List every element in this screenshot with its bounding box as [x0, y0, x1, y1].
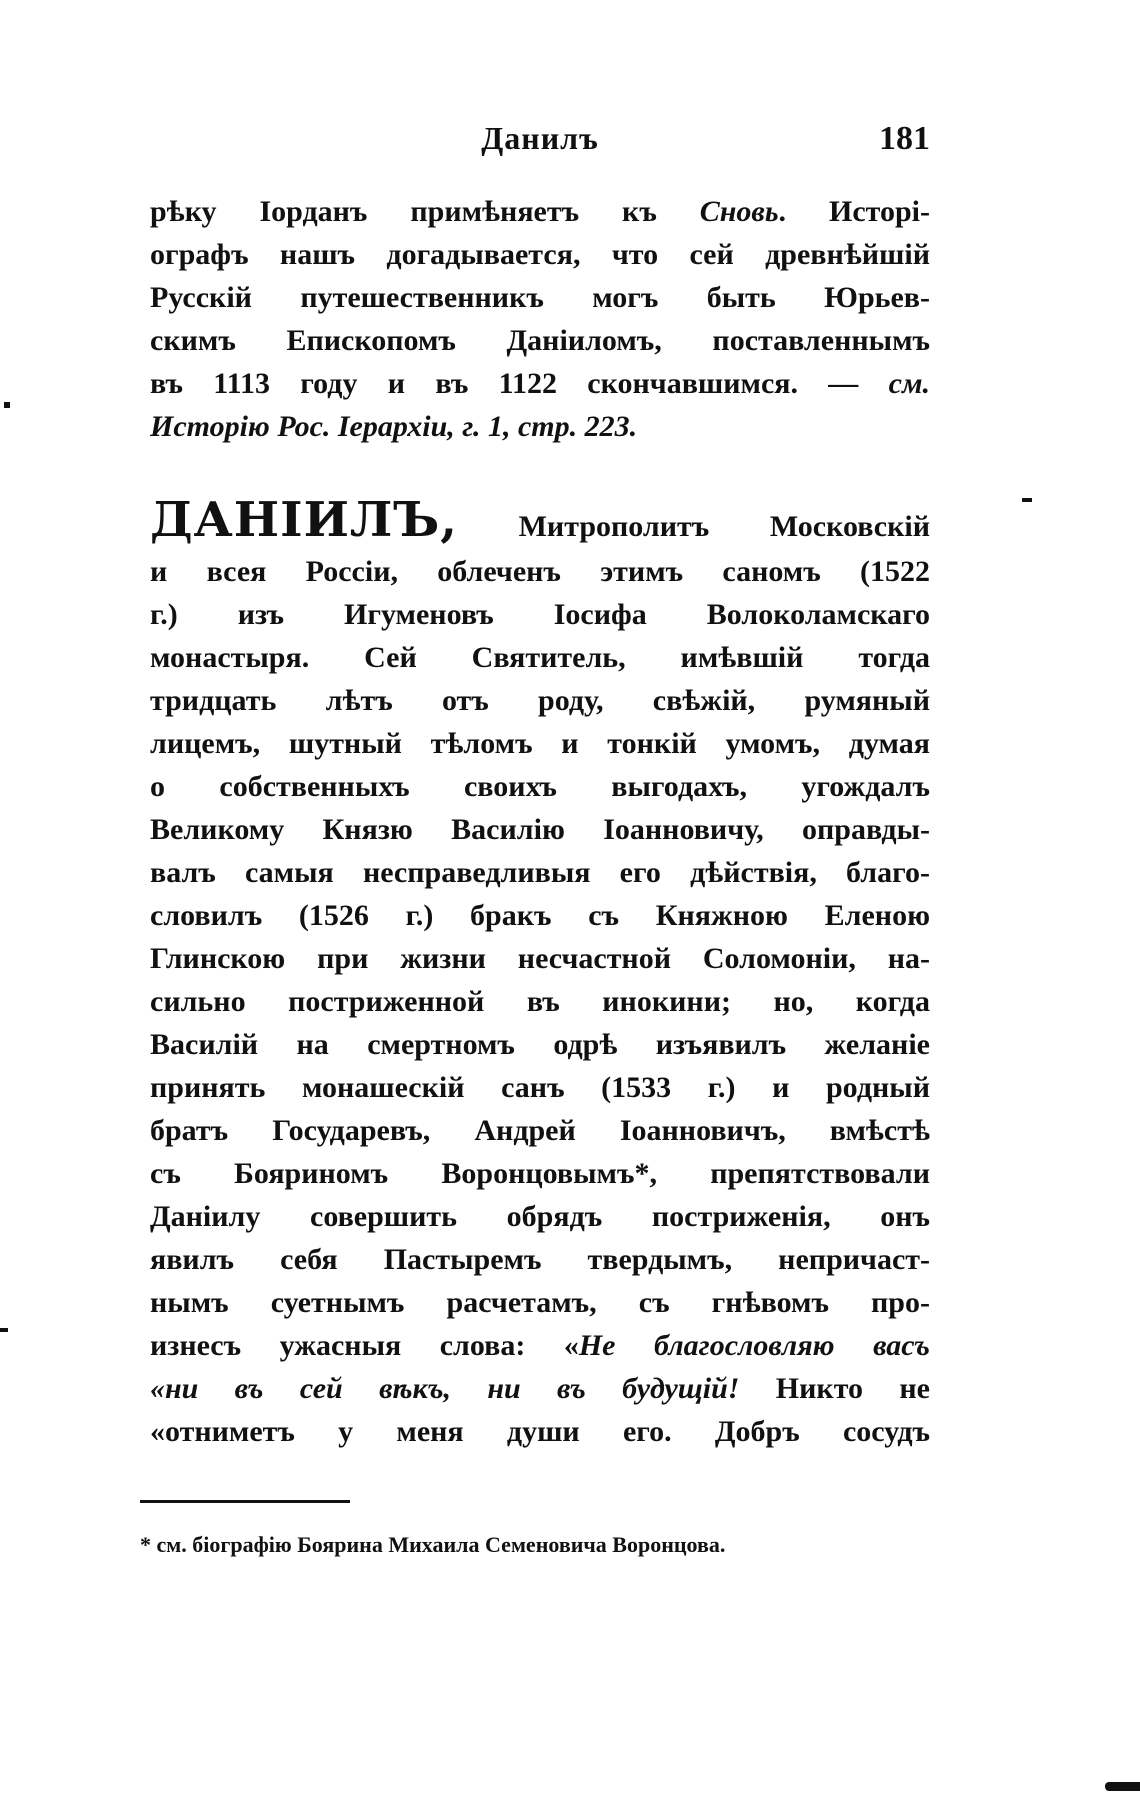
entry-first-line: ДАНІИЛЪ, Митрополитъ Московскій: [150, 492, 930, 548]
footnote: * см. біографію Боярина Михаила Семеновича Воронцова.: [140, 1532, 726, 1557]
scan-mark: [1105, 1782, 1140, 1791]
text-line: Даніилу совершить обрядъ постриженія, онъ: [150, 1200, 930, 1233]
text-line: въ 1113 году и въ 1122 скончавшимся. — см.: [150, 367, 930, 400]
entry-headword: ДАНІИЛЪ,: [150, 492, 458, 548]
text-line: и всея Россіи, облеченъ этимъ саномъ (1522: [150, 555, 930, 588]
text-line: нымъ суетнымъ расчетамъ, съ гнѣвомъ про-: [150, 1286, 930, 1319]
footnote-rule: [140, 1500, 350, 1503]
text-line: братъ Государевъ, Андрей Іоанновичъ, вмѣстѣ: [150, 1114, 930, 1147]
text-line: «ни въ сей вѣкъ, ни въ будущій! Никто не: [150, 1372, 930, 1405]
scan-mark: [1022, 498, 1032, 502]
scan-mark: [0, 1328, 8, 1332]
scan-mark: [4, 402, 10, 408]
text-line: Глинскою при жизни несчастной Соломоніи, на-: [150, 942, 930, 975]
text-line: изнесъ ужасныя слова: «Не благословляю васъ: [150, 1329, 930, 1362]
text-line: монастыря. Сей Святитель, имѣвшій тогда: [150, 641, 930, 674]
text-line: принять монашескій санъ (1533 г.) и родный: [150, 1071, 930, 1104]
text-line: Русскій путешественникъ могъ быть Юрьев-: [150, 281, 930, 314]
text-line: явилъ себя Пастыремъ твердымъ, непричаст-: [150, 1243, 930, 1276]
text-line: Великому Князю Василію Іоанновичу, оправды-: [150, 813, 930, 846]
text-line: тридцать лѣтъ отъ роду, свѣжій, румяный: [150, 684, 930, 717]
text-line: ографъ нашъ догадывается, что сей древнѣйшій: [150, 238, 930, 271]
text-line: Исторію Рос. Іерархіи, г. 1, стр. 223.: [150, 410, 638, 443]
text-line: съ Бояриномъ Воронцовымъ*, препятствовали: [150, 1157, 930, 1190]
page-number: 181: [879, 120, 930, 157]
text-line: г.) изъ Игуменовъ Іосифа Волоколамскаго: [150, 598, 930, 631]
text-line: о собственныхъ своихъ выгодахъ, угождалъ: [150, 770, 930, 803]
text-line: сильно постриженной въ инокини; но, когда: [150, 985, 930, 1018]
text-line: рѣку Іорданъ примѣняетъ къ Сновь. Исторі-: [150, 195, 930, 228]
page-header: [150, 120, 930, 170]
running-head: Данилъ: [481, 120, 599, 156]
text-line: Василій на смертномъ одрѣ изъявилъ желаніе: [150, 1028, 930, 1061]
text-line: словилъ (1526 г.) бракъ съ Княжною Еленою: [150, 899, 930, 932]
text-line: «отниметъ у меня души его. Добръ сосудъ: [150, 1415, 930, 1448]
text-line: валъ самыя несправедливыя его дѣйствія, благо-: [150, 856, 930, 889]
text-line: лицемъ, шутный тѣломъ и тонкій умомъ, думая: [150, 727, 930, 760]
text-line: скимъ Епископомъ Даніиломъ, поставленнымъ: [150, 324, 930, 357]
